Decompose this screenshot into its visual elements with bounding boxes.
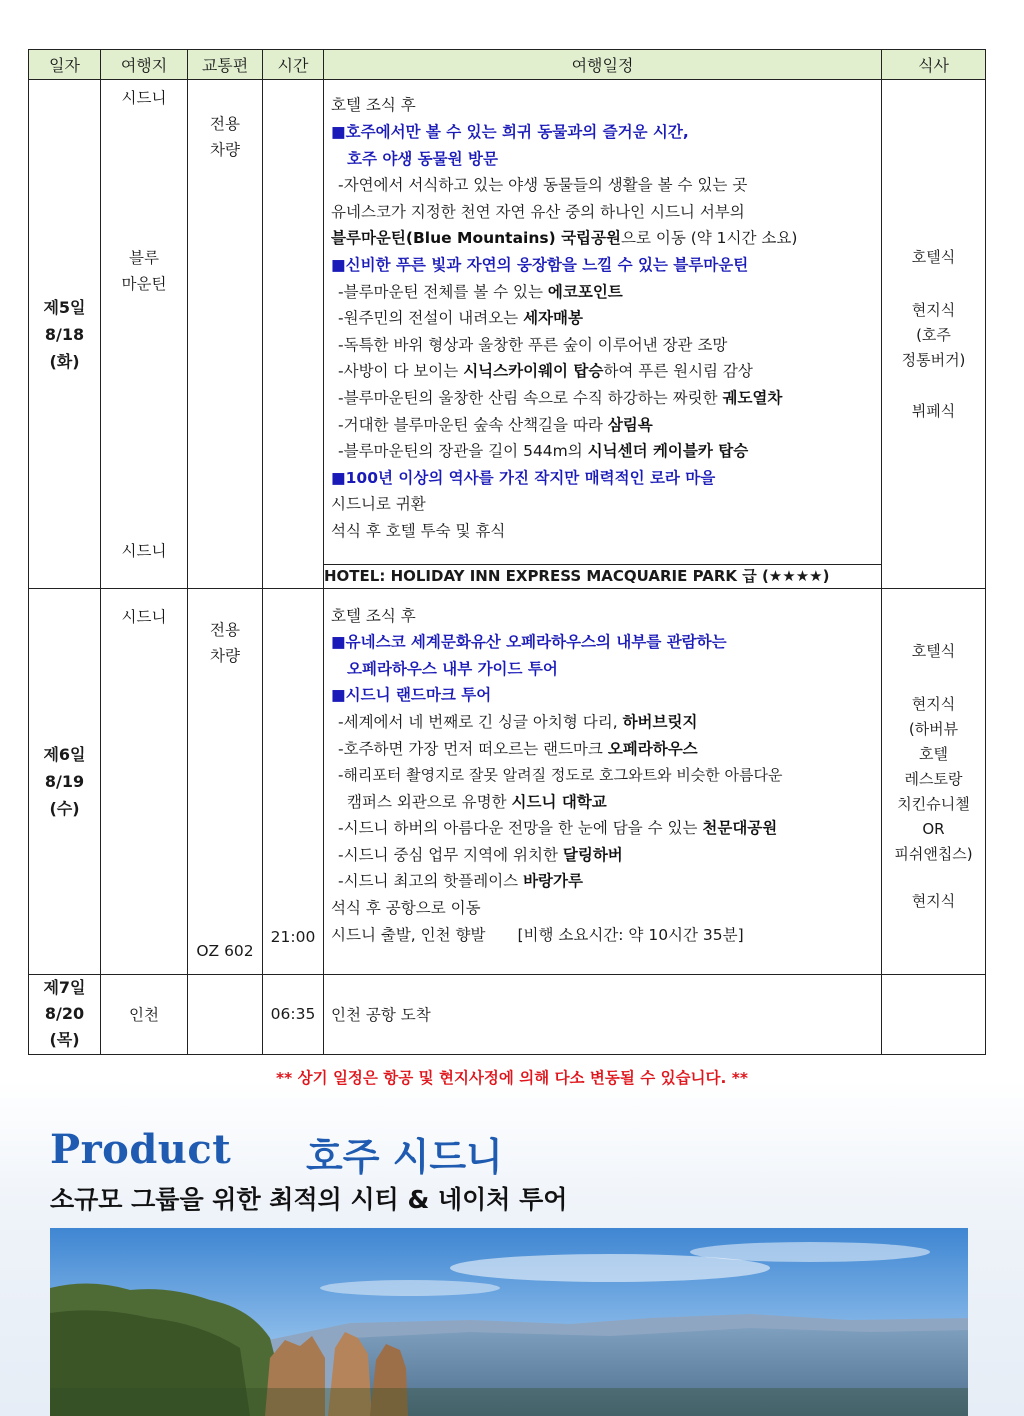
header-destination: 여행지 bbox=[101, 50, 188, 80]
day5-place-bottom: 시드니 bbox=[121, 542, 167, 561]
day6-flight: OZ 602 bbox=[196, 941, 254, 960]
day5-day: 제5일 bbox=[43, 297, 86, 317]
day6-day: 제6일 bbox=[43, 744, 86, 764]
day5-text: -사방이 다 보이는 bbox=[338, 362, 464, 381]
day5-bold: 삼림욕 bbox=[607, 415, 653, 434]
day6-meal: 현지식 bbox=[911, 891, 956, 910]
day5-highlight: ■호주에서만 볼 수 있는 희귀 동물과의 즐거운 시간, bbox=[331, 123, 689, 142]
header-schedule: 여행일정 bbox=[324, 50, 882, 80]
day7-weekday: (목) bbox=[49, 1030, 80, 1050]
day5-line bbox=[331, 358, 873, 385]
day6-line bbox=[331, 789, 873, 816]
day5-bold: 시닉스카이웨이 탑승 bbox=[463, 362, 604, 381]
day6-transport-cell bbox=[188, 588, 263, 974]
day6-text: -시드니 하버의 아름다운 전망을 한 눈에 담을 수 있는 bbox=[338, 819, 703, 838]
day5-meal: 뷔페식 bbox=[911, 401, 956, 420]
day5-transport-cell bbox=[188, 80, 263, 588]
day5-line bbox=[331, 438, 873, 465]
day6-weekday: (수) bbox=[49, 798, 80, 818]
day5-line: 호텔 조식 후 bbox=[331, 96, 416, 115]
day5-text: -블루마운틴 전체를 볼 수 있는 bbox=[338, 282, 548, 301]
day5-line bbox=[331, 305, 873, 332]
day6-text: -시드니 최고의 핫플레이스 bbox=[338, 872, 524, 891]
day5-text: -거대한 블루마운틴 숲속 산책길을 따라 bbox=[338, 415, 608, 434]
day5-highlight: ■100년 이상의 역사를 가진 작지만 매력적인 로라 마을 bbox=[331, 468, 716, 487]
day6-highlight: ■유네스코 세계문화유산 오페라하우스의 내부를 관람하는 bbox=[331, 633, 727, 652]
day7-time: 06:35 bbox=[263, 974, 324, 1054]
day5-text: -원주민의 전설이 내려오는 bbox=[338, 309, 524, 328]
product-subtitle: 소규모 그룹을 위한 최적의 시티 & 네이처 투어 bbox=[50, 1185, 568, 1214]
day6-flight-duration: [비행 소요시간: 약 10시간 35분] bbox=[517, 925, 744, 944]
day6-text: 캠퍼스 외관으로 유명한 bbox=[347, 792, 512, 811]
day5-text: -블루마운틴의 울창한 산림 속으로 수직 하강하는 짜릿한 bbox=[338, 389, 723, 408]
table-row-day7 bbox=[29, 974, 986, 1054]
day5-line bbox=[331, 279, 873, 306]
day5-date-cell bbox=[29, 80, 101, 588]
day6-text: -세계에서 네 번째로 긴 싱글 아치형 다리, bbox=[338, 712, 623, 731]
day6-line: 호텔 조식 후 bbox=[331, 606, 416, 625]
day6-meal: 현지식 bbox=[911, 694, 956, 713]
day6-text: 시드니 출발, 인천 향발 bbox=[331, 925, 486, 944]
day5-text: 하여 푸른 원시림 감상 bbox=[603, 362, 753, 381]
day5-meal: 호텔식 bbox=[911, 247, 956, 266]
day5-time-cell bbox=[263, 80, 324, 588]
day6-line: 석식 후 공항으로 이동 bbox=[331, 899, 481, 918]
day6-meal: 호텔식 bbox=[911, 641, 956, 660]
day5-bold: 궤도열차 bbox=[722, 389, 783, 408]
day5-text: 으로 이동 (약 1시간 소요) bbox=[620, 229, 798, 248]
day5-meals-cell bbox=[882, 80, 986, 588]
day7-date: 8/20 bbox=[44, 1004, 85, 1024]
header-transport: 교통편 bbox=[188, 50, 263, 80]
day6-highlight: 오페라하우스 내부 가이드 투어 bbox=[347, 659, 558, 678]
day5-line: -독특한 바위 형상과 울창한 푸른 숲이 이루어낸 장관 조망 bbox=[338, 335, 728, 354]
day5-place-mid-1: 블루 bbox=[129, 249, 159, 268]
day7-schedule: 인천 공항 도착 bbox=[324, 974, 882, 1054]
day6-schedule-cell bbox=[324, 588, 882, 974]
day5-text: -블루마운틴의 장관을 길이 544m의 bbox=[338, 442, 588, 461]
day6-bold: 시드니 대학교 bbox=[511, 792, 607, 811]
day7-day: 제7일 bbox=[43, 978, 86, 998]
day7-transport-cell bbox=[188, 974, 263, 1054]
day6-meals-cell bbox=[882, 588, 986, 974]
day5-highlight: 호주 야생 동물원 방문 bbox=[347, 149, 498, 168]
day6-place: 시드니 bbox=[121, 607, 167, 626]
day5-schedule-cell bbox=[324, 80, 882, 565]
day5-date: 8/18 bbox=[44, 324, 85, 344]
day6-bold: 천문대공원 bbox=[702, 819, 778, 838]
day6-text: -호주하면 가장 먼저 떠오르는 랜드마크 bbox=[338, 739, 608, 758]
day5-line bbox=[331, 225, 873, 252]
day6-transport-1: 전용 bbox=[210, 620, 240, 639]
day5-place-mid-2: 마운틴 bbox=[121, 275, 167, 294]
product-title: 호주 시드니 bbox=[306, 1135, 503, 1179]
day6-meal: 치킨슈니첼 bbox=[897, 794, 970, 813]
day5-bold: 세자매봉 bbox=[523, 309, 583, 328]
day5-bold: 에코포인트 bbox=[547, 282, 623, 301]
day6-transport-2: 차량 bbox=[210, 646, 240, 665]
day5-meal: 현지식 bbox=[911, 300, 956, 319]
day5-meal: 정통버거) bbox=[901, 350, 966, 369]
day7-meals-cell bbox=[882, 974, 986, 1054]
day6-meal: 피쉬앤칩스) bbox=[894, 844, 973, 863]
day6-line bbox=[331, 815, 873, 842]
day6-line bbox=[331, 842, 873, 869]
product-label: Product bbox=[50, 1126, 232, 1173]
day6-bold: 달링하버 bbox=[562, 845, 623, 864]
header-time: 시간 bbox=[263, 50, 324, 80]
day5-line: 시드니로 귀환 bbox=[331, 495, 426, 514]
day5-line: -자연에서 서식하고 있는 야생 동물들의 생활을 볼 수 있는 곳 bbox=[338, 176, 748, 195]
day6-line bbox=[331, 709, 873, 736]
day6-line: -해리포터 촬영지로 잘못 알려질 정도로 호그와트와 비슷한 아름다운 bbox=[338, 766, 783, 785]
day6-date: 8/19 bbox=[44, 771, 85, 791]
day6-destination-cell bbox=[101, 588, 188, 974]
landscape-illustration bbox=[50, 1228, 968, 1416]
day5-line: 석식 후 호텔 투숙 및 휴식 bbox=[331, 521, 506, 540]
day5-transport-2: 차량 bbox=[210, 141, 240, 160]
day6-highlight: ■시드니 랜드마크 투어 bbox=[331, 686, 492, 705]
day6-meal: 호텔 bbox=[919, 744, 948, 763]
table-row-day5 bbox=[29, 80, 986, 565]
day5-highlight: ■신비한 푸른 빛과 자연의 웅장함을 느낄 수 있는 블루마운틴 bbox=[331, 256, 749, 275]
day5-meal: (호주 bbox=[916, 325, 951, 344]
header-meals: 식사 bbox=[882, 50, 986, 80]
table-header-row bbox=[29, 50, 986, 80]
day5-weekday: (화) bbox=[49, 351, 80, 371]
day6-time-cell bbox=[263, 588, 324, 974]
blue-mountains-photo bbox=[50, 1228, 968, 1416]
day5-line bbox=[331, 412, 873, 439]
day5-bold: 시닉센더 케이블카 탑승 bbox=[587, 442, 749, 461]
day6-line bbox=[331, 922, 873, 949]
day6-bold: 하버브릿지 bbox=[622, 712, 698, 731]
day5-transport-1: 전용 bbox=[210, 115, 240, 134]
day5-hotel: HOTEL: HOLIDAY INN EXPRESS MACQUARIE PARK 급 (★★★★) bbox=[324, 565, 882, 588]
day6-bold: 바랑가루 bbox=[523, 872, 583, 891]
day6-text: -시드니 중심 업무 지역에 위치한 bbox=[338, 845, 563, 864]
day6-meal: OR bbox=[922, 819, 945, 838]
day5-line: 유네스코가 지정한 천연 자연 유산 중의 하나인 시드니 서부의 bbox=[331, 202, 745, 221]
day6-line bbox=[331, 868, 873, 895]
day6-meal: (하버뷰 bbox=[908, 719, 959, 738]
day6-bold: 오페라하우스 bbox=[607, 739, 698, 758]
day6-line bbox=[331, 736, 873, 763]
itinerary-table bbox=[28, 49, 986, 1055]
day6-meal: 레스토랑 bbox=[904, 769, 963, 788]
day6-time: 21:00 bbox=[270, 927, 316, 946]
day5-bold: 블루마운틴(Blue Mountains) 국립공원 bbox=[331, 229, 621, 248]
day7-place: 인천 bbox=[101, 974, 188, 1054]
day5-destination-cell bbox=[101, 80, 188, 588]
table-row-day6 bbox=[29, 588, 986, 974]
day5-place-top: 시드니 bbox=[121, 89, 167, 108]
day7-date-cell bbox=[29, 974, 101, 1054]
schedule-notice: ** 상기 일정은 항공 및 현지사정에 의해 다소 변동될 수 있습니다. ** bbox=[276, 1069, 748, 1087]
day5-line bbox=[331, 385, 873, 412]
day6-date-cell bbox=[29, 588, 101, 974]
header-date: 일자 bbox=[29, 50, 101, 80]
